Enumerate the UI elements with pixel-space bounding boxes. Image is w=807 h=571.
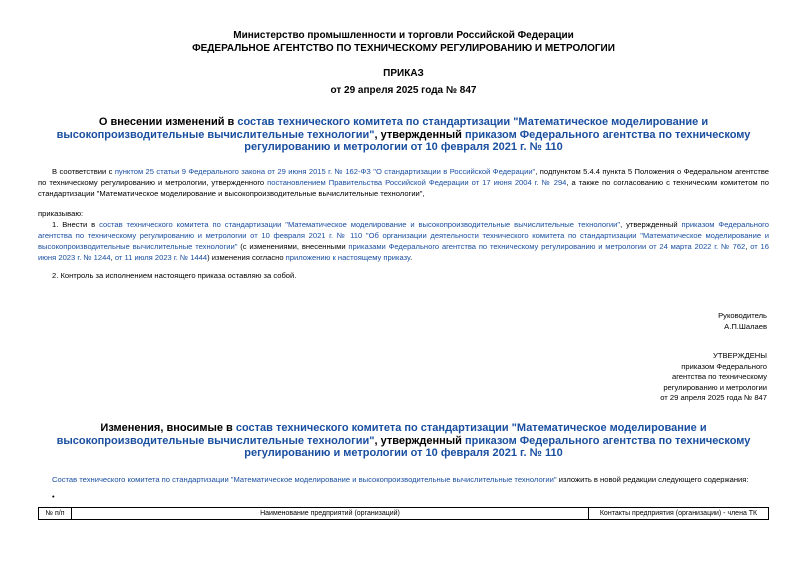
item1-text-2: , утвержденный (620, 220, 682, 229)
title-link-committee[interactable]: состав технического комитета по стандартизации "Математическое моделирование и высокопроизводительные вычислительные технологии" (56, 116, 709, 141)
item1-link-order-762[interactable]: приказами Федерального агентства по техническому регулированию и метрологии от 24 марта 2022 г. № 762 (348, 242, 746, 251)
members-table (38, 507, 769, 520)
title2-link-committee[interactable]: состав технического комитета по стандартизации "Математическое моделирование и высокопроизводительные вычислительные технологии" (56, 422, 707, 447)
title2-link-order[interactable]: приказом Федерального агентства по техническому регулированию и метрологии от 10 февраля 2021 г. № 110 (244, 434, 751, 459)
item-2-paragraph: 2. Контроль за исполнением настоящего приказа оставляю за собой. (52, 271, 297, 280)
signature-position: Руководитель (718, 311, 767, 320)
ministry-name: Министерство промышленности и торговли Российской Федерации (233, 30, 574, 41)
composition-link[interactable]: Состав технического комитета по стандартизации "Математическое моделирование и высокопроизводительные вычислительные технологии" (52, 475, 557, 484)
signature-block (718, 311, 767, 332)
title2-text-2: , утвержденный (374, 434, 465, 447)
item1-text-6: ) изменения согласно (207, 253, 286, 262)
intro-paragraph (38, 166, 769, 199)
agency-name: ФЕДЕРАЛЬНОЕ АГЕНТСТВО ПО ТЕХНИЧЕСКОМУ РЕГУЛИРОВАНИЮ И МЕТРОЛОГИИ (192, 43, 615, 54)
item1-text-4: , (745, 242, 751, 251)
col-number-header: № п/п (39, 508, 72, 520)
item1-link-order-1444[interactable]: от 11 июля 2023 г. № 1444 (114, 253, 208, 262)
item1-link-appendix[interactable]: приложению к настоящему приказу (285, 253, 411, 262)
intro-link-resolution[interactable]: постановлением Правительства Российской Федерации от 17 июня 2004 г. № 294 (267, 178, 567, 187)
signature-name: А.П.Шалаев (724, 321, 767, 331)
item1-link-committee[interactable]: состав технического комитета по стандартизации "Математическое моделирование и высокопроизводительные вычислительные технологии" (99, 220, 621, 229)
intro-text-3: , а также по согласованию с техническим комитетом по стандартизации "Математическое моделирование и высокопроизводительные вычислительные технологии", (38, 178, 769, 198)
composition-text: изложить в новой редакции следующего содержания: (556, 475, 749, 484)
doc-type: ПРИКАЗ (383, 68, 424, 79)
item1-text-3: (с изменениями, внесенными (237, 242, 349, 251)
changes-title (40, 422, 767, 460)
approval-line-1: УТВЕРЖДЕНЫ (713, 351, 767, 360)
approval-line-3: агентства по техническому (671, 372, 767, 381)
item1-link-order[interactable]: приказом Федерального агентства по техническому регулированию и метрологии от 10 февраля 2021 г. № 110 "Об организации деятельности технического комитета по стандартизации "Математическое моделирование и высокопроизводительные вычислительные технологии" (38, 220, 769, 251)
intro-link-law[interactable]: пунктом 25 статьи 9 Федерального закона от 29 июня 2015 г. № 162-ФЗ "О стандартизации в Российской Федерации" (114, 167, 536, 176)
item1-link-order-1244[interactable]: от 16 июня 2023 г. № 1244 (38, 242, 769, 262)
bullet-marker: • (52, 492, 55, 501)
approval-line-4: регулированию и метрологии (663, 382, 767, 392)
title-text-2: , утвержденный (374, 128, 465, 141)
col-organization-header: Наименование предприятий (организаций) (72, 508, 589, 520)
item1-text-7: . (410, 253, 413, 262)
item1-text-5: , (110, 253, 115, 262)
intro-text-2: , подпунктом 5.4.4 пункта 5 Положения о Федеральном агентстве по техническому регулированию и метрологии, утвержденного (38, 167, 770, 187)
intro-text-1: В соответствии с (52, 167, 115, 176)
approval-line-5: от 29 апреля 2025 года № 847 (660, 393, 767, 402)
item1-text-1: 1. Внести в (52, 220, 100, 229)
approval-line-2: приказом Федерального (681, 361, 767, 371)
title-text-1: О внесении изменений в (98, 116, 238, 128)
item-1-paragraph (38, 219, 769, 263)
approval-block (660, 351, 767, 404)
col-contacts-header: Контакты предприятия (организации) - члена ТК (589, 508, 769, 520)
page-title (40, 116, 767, 154)
title2-text-1: Изменения, вносимые в (100, 422, 236, 434)
doc-date-number: от 29 апреля 2025 года № 847 (330, 85, 477, 96)
order-word: приказываю: (38, 209, 84, 218)
table-header-row (39, 508, 769, 520)
title-link-order[interactable]: приказом Федерального агентства по техническому регулированию и метрологии от 10 февраля 2021 г. № 110 (244, 128, 751, 153)
composition-paragraph (52, 474, 769, 485)
